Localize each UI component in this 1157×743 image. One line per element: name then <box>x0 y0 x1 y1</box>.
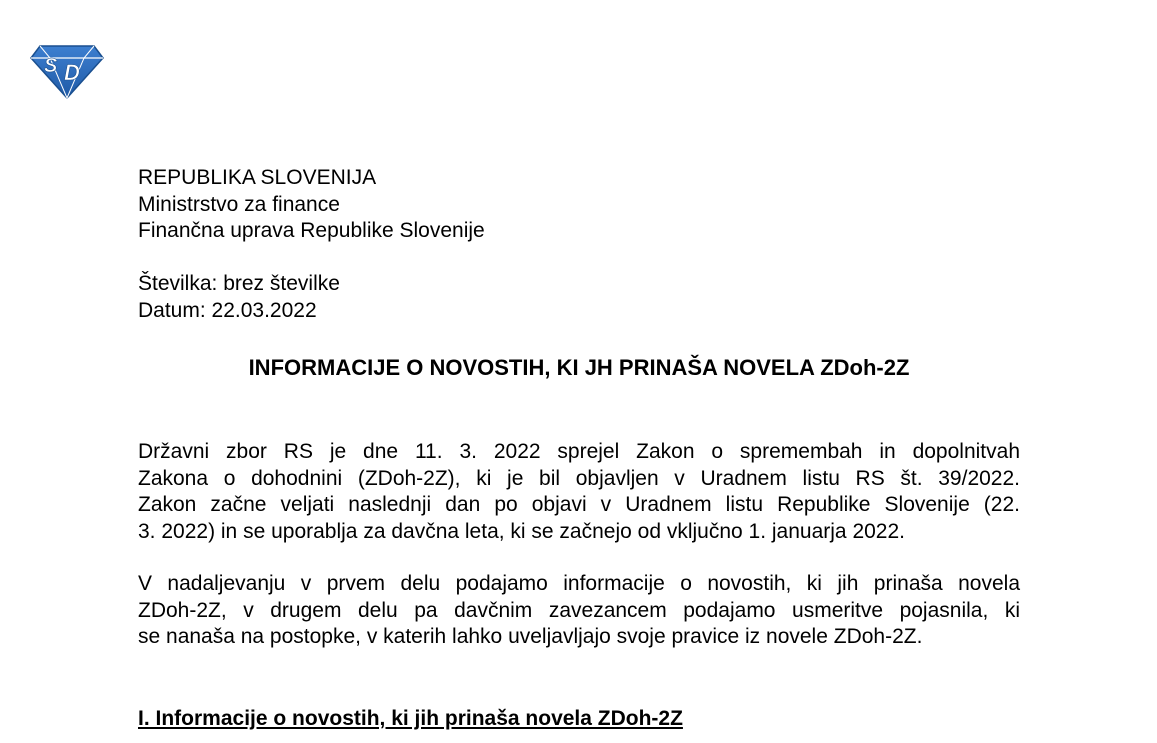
paragraph-line: Državni zbor RS je dne 11. 3. 2022 sprejel Zakon o spremembah in dopolnitvah <box>138 440 1020 463</box>
paragraph-line: ZDoh-2Z, v drugem delu pa davčnim zavezancem podajamo usmeritve pojasnila, ki <box>138 598 1020 622</box>
section-heading: I. Informacije o novostih, ki jih prinaša novela ZDoh-2Z <box>138 707 683 730</box>
issuer-country: REPUBLIKA SLOVENIJA <box>138 166 377 189</box>
paragraph-line: Zakona o dohodnini (ZDoh-2Z), ki je bil objavljen v Uradnem listu RS št. 39/2022. <box>138 466 1020 490</box>
paragraph-line: V nadaljevanju v prvem delu podajamo informacije o novostih, ki jih prinaša novela <box>138 572 1020 595</box>
svg-text:D: D <box>64 60 80 85</box>
paragraph-intro <box>138 439 1020 545</box>
document-date: Datum: 22.03.2022 <box>138 298 317 322</box>
svg-text:S: S <box>44 55 58 77</box>
paragraph-line: Zakon začne veljati naslednji dan po objavi v Uradnem listu Republike Slovenije (22. <box>138 493 1020 516</box>
paragraph-line: se nanaša na postopke, v katerih lahko uveljavljajo svoje pravice iz novele ZDoh-2Z. <box>138 625 923 648</box>
document-number: Številka: brez številke <box>138 272 340 295</box>
document-meta <box>138 271 1020 324</box>
issuer-header <box>138 165 1020 245</box>
paragraph-overview <box>138 571 1020 651</box>
document-title: INFORMACIJE O NOVOSTIH, KI JH PRINAŠA NOVELA ZDoh-2Z <box>248 355 910 380</box>
issuer-ministry: Ministrstvo za finance <box>138 192 340 216</box>
issuer-administration: Finančna uprava Republike Slovenije <box>138 219 485 242</box>
paragraph-line: 3. 2022) in se uporablja za davčna leta, ki se začnejo od vključno 1. januarja 2022. <box>138 519 905 543</box>
sd-logo-icon <box>30 40 104 100</box>
